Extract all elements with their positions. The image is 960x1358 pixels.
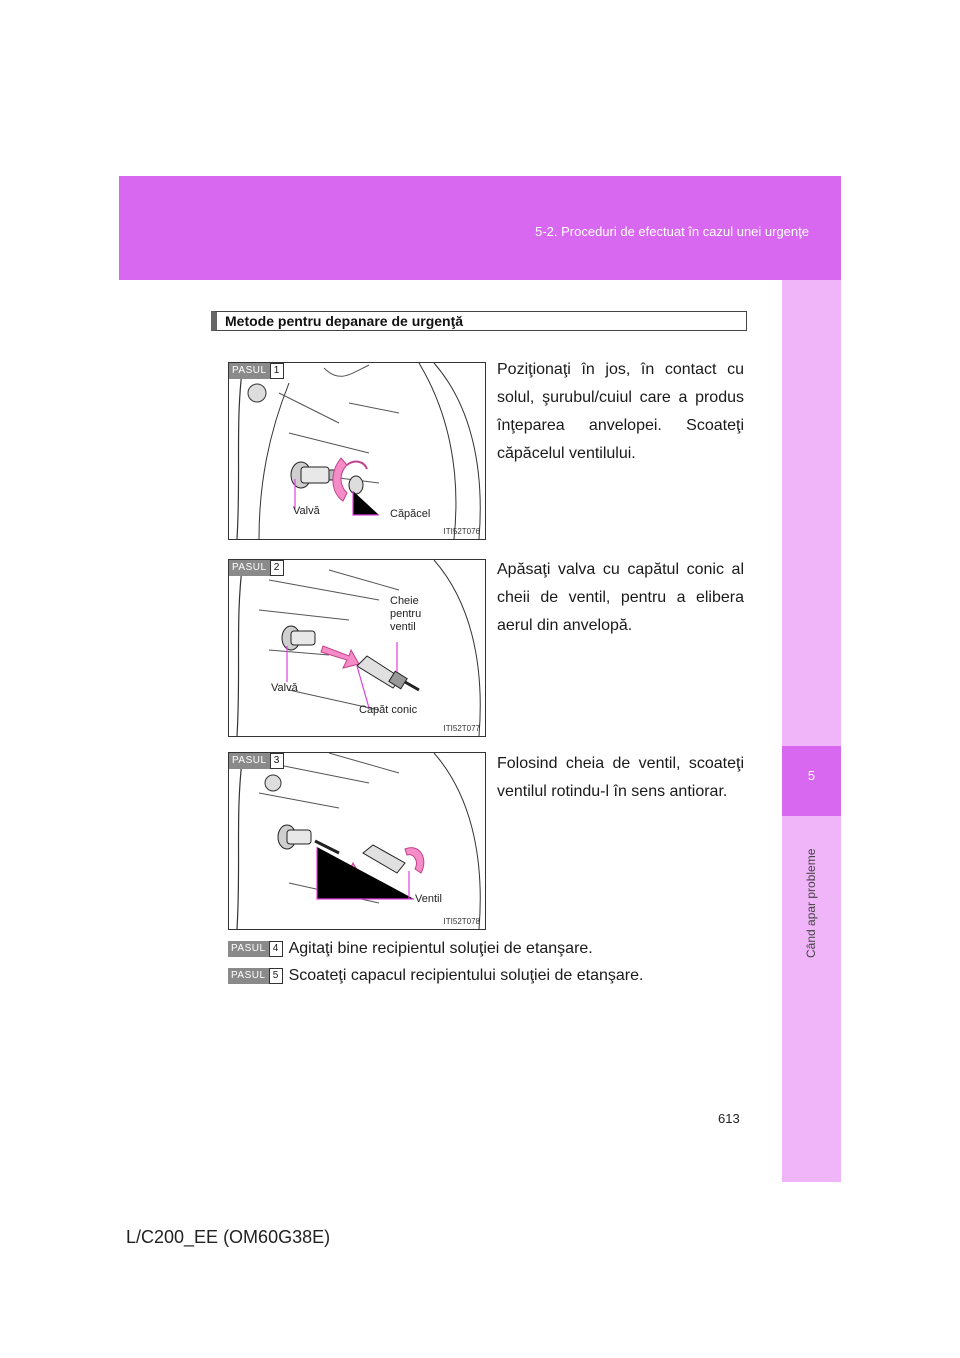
figure-code: ITI52T076 (443, 527, 480, 536)
step-number: 5 (269, 968, 283, 984)
page-number: 613 (718, 1111, 740, 1126)
callout-conic-end: Capăt conic (359, 704, 418, 716)
figure-step-2 (228, 559, 486, 737)
valve-cap-illustration (229, 363, 485, 539)
step-badge (228, 968, 283, 984)
callout-valve-key: Cheie pentru ventil (390, 595, 422, 633)
step-label: PASUL (229, 560, 270, 576)
callout-valve: Valvă (271, 682, 298, 694)
step-label: PASUL (229, 753, 270, 769)
section-title: Metode pentru depanare de urgenţă (211, 311, 747, 331)
callout-cap: Căpăcel (390, 508, 431, 520)
figure-step-1 (228, 362, 486, 540)
chapter-number: 5 (807, 768, 816, 783)
step-number: 4 (269, 941, 283, 957)
step-label: PASUL (228, 941, 269, 957)
valve-key-illustration (229, 560, 485, 736)
step-number: 1 (270, 363, 284, 379)
step-badge (228, 941, 283, 957)
figure-code: ITI52T077 (443, 724, 480, 733)
step-number: 3 (270, 753, 284, 769)
step-5-text: Scoateţi capacul recipientului soluţiei de etanşare. (288, 966, 644, 984)
step-label: PASUL (228, 968, 269, 984)
section-heading: 5-2. Proceduri de efectuat în cazul unei urgenţe (535, 224, 809, 239)
valve-core-illustration (229, 753, 485, 929)
callout-valve-core: Ventil (415, 893, 442, 905)
step-1-text: Poziţionaţi în jos, în contact cu solul, şurubul/cuiul care a produs înţeparea anvelopei. Scoateţi căpăcelul ventilului. (497, 361, 744, 462)
chapter-title (782, 820, 841, 960)
chapter-title-text: Când apar probleme (804, 848, 818, 958)
step-label: PASUL (229, 363, 270, 379)
callout-valve: Valvă (293, 505, 320, 517)
step-3-text: Folosind cheia de ventil, scoateţi ventilul rotindu-l în sens antiorar. (497, 755, 744, 800)
step-2-text: Apăsaţi valva cu capătul conic al cheii de ventil, pentru a elibera aerul din anvelopă. (497, 561, 744, 634)
step-badge (229, 560, 284, 576)
step-number: 2 (270, 560, 284, 576)
figure-code: ITI52T078 (443, 917, 480, 926)
document-code: L/C200_EE (OM60G38E) (126, 1227, 331, 1247)
chapter-number-block (782, 746, 841, 816)
step-5 (228, 967, 643, 984)
step-badge (229, 753, 284, 769)
figure-step-3 (228, 752, 486, 930)
chapter-side-tab (782, 280, 841, 1182)
step-badge (229, 363, 284, 379)
step-4 (228, 940, 593, 957)
header-band (119, 176, 841, 280)
step-4-text: Agitaţi bine recipientul soluţiei de etanşare. (288, 939, 593, 957)
